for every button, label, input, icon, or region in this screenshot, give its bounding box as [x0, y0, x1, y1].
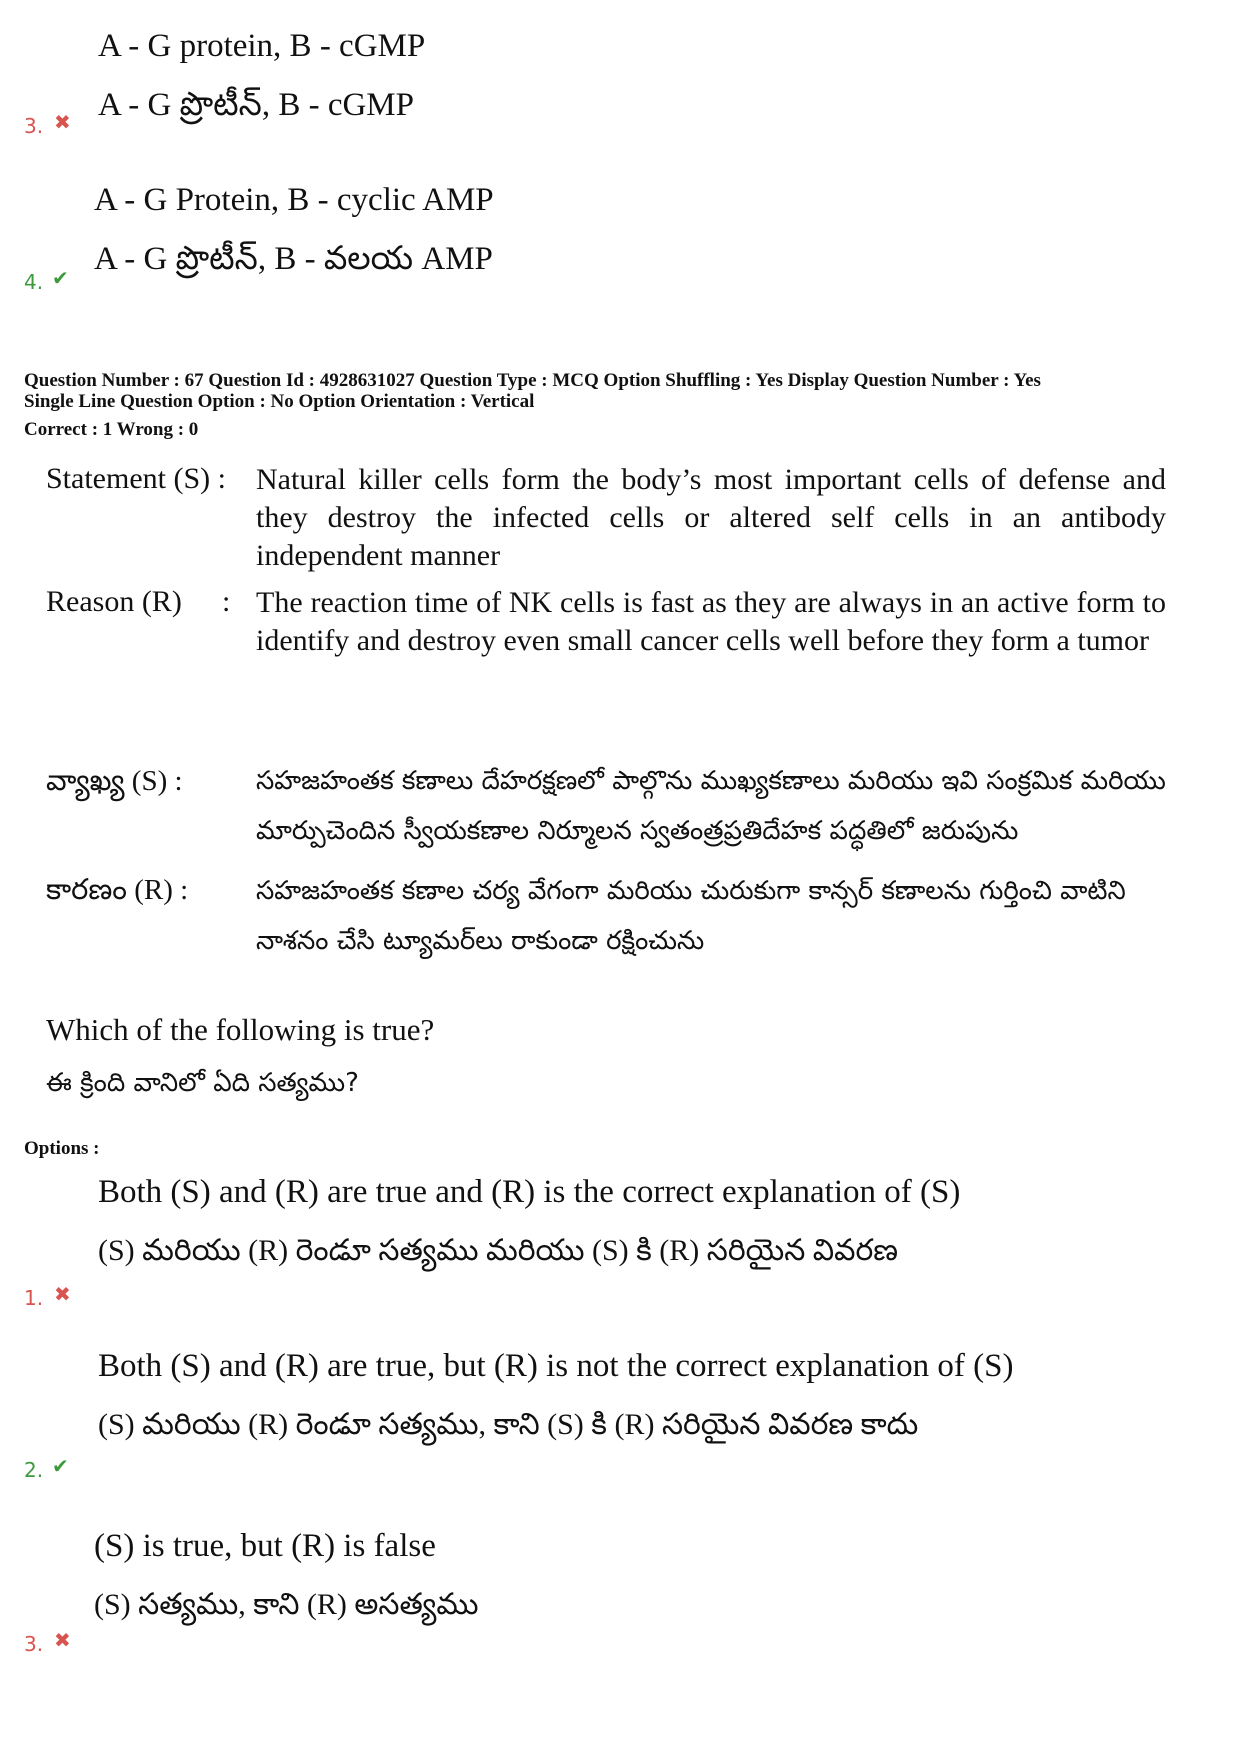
statement-text: Natural killer cells form the body’s most important cells of defense and they destroy the infected cells or altered self cells in an antibody independent manner: [256, 463, 1166, 572]
correct-check-icon: ✔: [52, 1454, 69, 1478]
prev-option-3-number: 3.: [24, 114, 44, 138]
correct-check-icon: ✔: [52, 266, 69, 290]
option-3-english[interactable]: (S) is true, but (R) is false: [94, 1528, 436, 1564]
option-1-telugu[interactable]: (S) మరియు (R) రెండూ సత్యము మరియు (S) కి (R) సరియైన వివరణ: [98, 1234, 899, 1267]
prev-option-4-telugu: A - G ప్రొటీన్, B - వలయ AMP: [94, 241, 493, 277]
prev-option-3-telugu: A - G ప్రొటీన్, B - cGMP: [98, 87, 414, 123]
question-prompt-english: Which of the following is true?: [46, 1012, 435, 1047]
question-meta-line2: Single Line Question Option : No Option Orientation : Vertical: [24, 391, 535, 412]
wrong-cross-icon: ✖: [54, 110, 71, 134]
telugu-statement-label: వ్యాఖ్య (S) :: [46, 765, 183, 797]
telugu-reason-label: కారణం (R) :: [46, 874, 189, 906]
reason-label: Reason (R): [46, 585, 182, 618]
option-1-number: 1.: [24, 1286, 44, 1310]
option-2-telugu[interactable]: (S) మరియు (R) రెండూ సత్యము, కాని (S) కి (R) సరియైన వివరణ కాదు: [98, 1408, 919, 1441]
option-1-english[interactable]: Both (S) and (R) are true and (R) is the correct explanation of (S): [98, 1174, 961, 1210]
option-3-telugu[interactable]: (S) సత్యము, కాని (R) అసత్యము: [94, 1588, 479, 1621]
reason-colon: :: [222, 585, 231, 618]
prev-option-4-number: 4.: [24, 270, 44, 294]
option-2-number: 2.: [24, 1458, 44, 1482]
question-marks-line: Correct : 1 Wrong : 0: [24, 419, 199, 440]
prev-option-3-english: A - G protein, B - cGMP: [98, 28, 426, 64]
telugu-statement-text: సహజహంతక కణాలు దేహరక్షణలో పాల్గొను ముఖ్యకణాలు మరియు ఇవి సంక్రమిక మరియు మార్పుచెందిన స్వీయకణాల నిర్మూలన స్వతంత్రప్రతిదేహక పద్ధతిలో జరుపును: [256, 766, 1166, 846]
wrong-cross-icon: ✖: [54, 1282, 71, 1306]
telugu-reason-text: సహజహంతక కణాల చర్య వేగంగా మరియు చురుకుగా కాన్సర్ కణాలను గుర్తించి వాటిని నాశనం చేసి ట్యూమర్‌లు రాకుండా రక్షించును: [256, 876, 1126, 956]
statement-label: Statement (S) :: [46, 462, 226, 495]
question-meta-line1: Question Number : 67 Question Id : 4928631027 Question Type : MCQ Option Shuffling : Yes Display Question Number : Yes: [24, 370, 1041, 391]
options-label: Options :: [24, 1138, 100, 1159]
question-prompt-telugu: ఈ క్రింది వానిలో ఏది సత్యము?: [46, 1068, 359, 1098]
prev-option-4-english: A - G Protein, B - cyclic AMP: [94, 182, 494, 218]
option-3-number: 3.: [24, 1632, 44, 1656]
option-2-english[interactable]: Both (S) and (R) are true, but (R) is not the correct explanation of (S): [98, 1348, 1014, 1384]
wrong-cross-icon: ✖: [54, 1628, 71, 1652]
reason-text: The reaction time of NK cells is fast as they are always in an active form to identify and destroy even small cancer cells well before they form a tumor: [256, 586, 1166, 657]
